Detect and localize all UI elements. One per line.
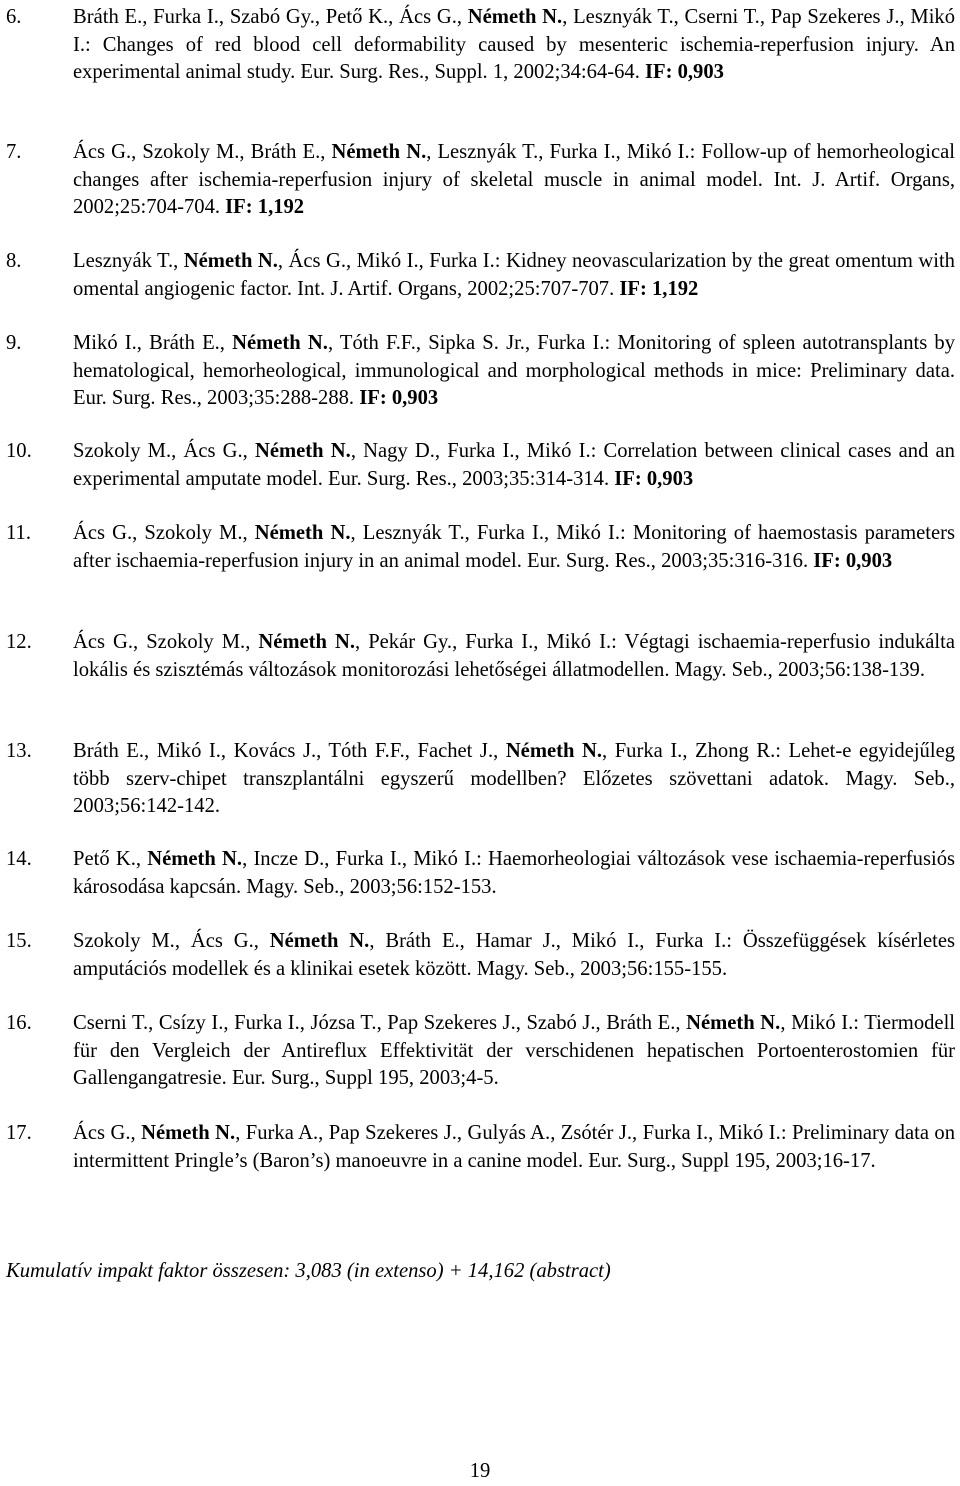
impact-factor: IF: 0,903: [813, 549, 893, 572]
reference-authors: Pető K.,: [73, 848, 148, 870]
impact-factor: IF: 0,903: [614, 467, 694, 490]
reference-text: : Lehet-e egyidejűleg több szerv-chipet transzplantálni egyszerű modellben? Előzetes szövettani adatok. Magy. Seb., 2003;56:142-142.: [73, 740, 956, 817]
reference-text: : Follow-up of hemorheological changes after ischemia-reperfusion injury of skeletal muscle in animal model. Int. J. Artif. Organs, 2002;25:704-704.: [73, 141, 955, 218]
highlighted-author: Németh N.: [254, 522, 351, 544]
reference-authors: Szokoly M., Ács G.,: [73, 440, 255, 462]
reference-authors: , Lesznyák T., Cserni T., Pap Szekeres J., Mikó I.: [73, 6, 956, 56]
reference-text: : Végtagi ischaemia-reperfusio indukálta lokális és szisztémás változások monitorozási lehetőségei állatmodellen. Magy. Seb., 2003;56:138-139.: [73, 631, 956, 681]
reference-authors: , Tóth F.F., Sipka S. Jr., Furka I.: [327, 332, 605, 354]
reference-number: 14.: [6, 848, 32, 870]
highlighted-author: Németh N.: [141, 1122, 236, 1144]
impact-factor: IF: 0,903: [359, 387, 439, 409]
highlighted-author: Németh N.: [232, 332, 328, 354]
reference-authors: Ács G., Szokoly M., Bráth E.,: [73, 141, 332, 163]
highlighted-author: Németh N.: [258, 631, 356, 653]
page-number: 19: [469, 1460, 491, 1482]
reference-item: [6, 438, 955, 493]
reference-text: : Tiermodell für den Vergleich der Antireflux Effektivität der verschidenen hepatischen Portoenterostomien für Gallengangatresie. Eur. Surg., Suppl 195, 2003;4-5.: [73, 1012, 956, 1089]
impact-factor: IF: 0,903: [645, 61, 724, 83]
reference-authors: , Pekár Gy., Furka I., Mikó I.: [355, 631, 612, 653]
reference-authors: Ács G., Szokoly M.,: [73, 522, 255, 544]
reference-authors: , Incze D., Furka I., Mikó I.: [242, 848, 477, 870]
reference-authors: , Mikó I.: [780, 1012, 854, 1034]
reference-authors: , Furka A., Pap Szekeres J., Gulyás A., Zsótér J., Furka I., Mikó I.: [235, 1122, 781, 1144]
highlighted-author: Németh N.: [183, 250, 278, 272]
reference-number: 13.: [6, 740, 32, 762]
impact-factor: IF: 1,192: [225, 196, 305, 218]
reference-authors: Bráth E., Furka I., Szabó Gy., Pető K., Ács G.,: [73, 6, 468, 28]
reference-item: [6, 846, 956, 901]
reference-authors: Ács G., Szokoly M.,: [73, 631, 259, 653]
reference-number: 17.: [6, 1122, 32, 1144]
reference-authors: , Furka I., Zhong R.: [602, 740, 776, 762]
reference-authors: , Lesznyák T., Furka I., Mikó I.: [350, 522, 621, 544]
reference-authors: Szokoly M., Ács G.,: [73, 930, 270, 952]
reference-number: 8.: [6, 250, 22, 272]
reference-item: [6, 139, 955, 222]
impact-factor: IF: 1,192: [619, 277, 699, 300]
highlighted-author: Németh N.: [686, 1012, 781, 1034]
reference-number: 6.: [6, 6, 22, 28]
reference-text: : Kidney neovascularization by the great omentum with omental angiogenic factor. Int. J. Artif. Organs, 2002;25:707-707.: [73, 250, 955, 300]
highlighted-author: Németh N.: [331, 141, 427, 163]
reference-item: [6, 738, 956, 821]
reference-item: [6, 629, 956, 684]
reference-authors: Lesznyák T.,: [73, 250, 184, 272]
reference-item: [6, 330, 955, 413]
reference-text: : Monitoring of spleen autotransplants by hematological, hemorheological, immunological and morphological methods in mice: Preliminary data. Eur. Surg. Res., 2003;35:288-288.: [73, 332, 955, 409]
reference-authors: , Lesznyák T., Furka I., Mikó I.: [426, 141, 690, 163]
reference-authors: Cserni T., Csízy I., Furka I., Józsa T., Pap Szekeres J., Szabó J., Bráth E.,: [73, 1012, 687, 1034]
reference-item: [6, 520, 955, 575]
reference-authors: Ács G.,: [73, 1122, 142, 1144]
reference-text: : Összefüggések kísérletes amputációs modellek és a klinikai esetek között. Magy. Seb., 2003;56:155-155.: [73, 930, 956, 980]
reference-authors: , Ács G., Mikó I., Furka I.: [277, 250, 495, 272]
cumulative-impact-summary: Kumulatív impakt faktor összesen: 3,083 (in extenso) + 14,162 (abstract): [6, 1260, 611, 1282]
reference-number: 9.: [6, 332, 22, 354]
highlighted-author: Németh N.: [505, 740, 603, 762]
highlighted-author: Németh N.: [467, 6, 563, 28]
reference-text: : Changes of red blood cell deformability caused by mesenteric ischemia-reperfusion injury. An experimental animal study. Eur. Surg. Res., Suppl. 1, 2002;34:64-64.: [73, 33, 955, 83]
highlighted-author: Németh N.: [147, 848, 243, 870]
reference-number: 10.: [6, 440, 32, 462]
reference-text: : Correlation between clinical cases and an experimental amputate model. Eur. Surg. Res., 2003;35:314-314.: [73, 440, 955, 490]
reference-text: : Haemorheologiai változások vese ischaemia-reperfusiós károsodása kapcsán. Magy. Seb., 2003;56:152-153.: [73, 848, 956, 898]
reference-item: [6, 1010, 956, 1093]
reference-number: 7.: [6, 141, 22, 163]
reference-number: 15.: [6, 930, 32, 952]
reference-item: [6, 928, 956, 983]
reference-item: [6, 248, 955, 303]
reference-item: [6, 4, 956, 87]
reference-authors: Bráth E., Mikó I., Kovács J., Tóth F.F., Fachet J.,: [73, 740, 506, 762]
reference-item: [6, 1120, 956, 1175]
highlighted-author: Németh N.: [269, 930, 370, 952]
reference-authors: Mikó I., Bráth E.,: [73, 332, 233, 354]
reference-authors: , Nagy D., Furka I., Mikó I.: [350, 440, 591, 462]
reference-authors: , Bráth E., Hamar J., Mikó I., Furka I.: [369, 930, 727, 952]
reference-number: 12.: [6, 631, 32, 653]
reference-number: 16.: [6, 1012, 32, 1034]
reference-text: : Preliminary data on intermittent Pringle’s (Baron’s) manoeuvre in a canine model. Eur. Surg., Suppl 195, 2003;16-17.: [73, 1122, 956, 1172]
reference-number: 11.: [6, 522, 31, 544]
reference-text: : Monitoring of haemostasis parameters after ischaemia-reperfusion injury in an animal model. Eur. Surg. Res., 2003;35:316-316.: [73, 522, 955, 572]
highlighted-author: Németh N.: [255, 440, 351, 462]
